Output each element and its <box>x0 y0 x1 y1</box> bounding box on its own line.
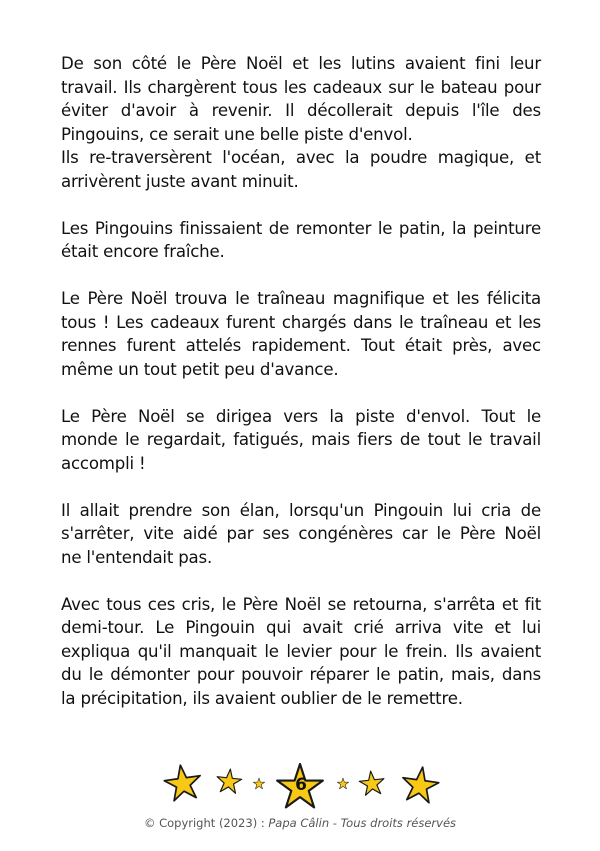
text-line: tous ! Les cadeaux furent chargés dans le traîneau et les <box>61 312 541 332</box>
text-line: Avec tous ces cris, le Père Noël se retourna, s'arrêta et fit <box>61 594 541 614</box>
copyright-author: Papa Câlin - Tous droits réservés <box>268 816 457 830</box>
text-line: demi-tour. Le Pingouin qui avait crié arriva vite et lui <box>61 618 541 637</box>
paragraph <box>61 593 541 711</box>
text-line: Le Père Noël se dirigea vers la piste d'envol. Tout le <box>61 406 541 426</box>
star-icon <box>400 765 441 804</box>
text-line: Les Pingouins finissaient de remonter le patin, la peinture <box>61 218 541 238</box>
text-line: ne l'entendait pas. <box>61 547 213 567</box>
paragraph <box>61 52 541 193</box>
text-line: Il allait prendre son élan, lorsqu'un Pingouin lui cria de <box>61 500 541 520</box>
paragraph <box>61 499 541 570</box>
page-number: 6 <box>295 775 307 795</box>
text-line: éviter d'avoir à revenir. Il décollerait depuis l'île des <box>61 101 541 120</box>
paragraph <box>61 217 541 264</box>
paragraph <box>61 287 541 381</box>
star-icon <box>358 770 385 796</box>
copyright-prefix: © Copyright (2023) : <box>143 816 269 830</box>
text-line: accompli ! <box>61 453 146 473</box>
star-icon <box>216 768 243 794</box>
text-line: arrivèrent juste avant minuit. <box>61 171 299 191</box>
text-line: monde le regardait, fatigués, mais fiers de tout le travail <box>61 430 541 449</box>
copyright-notice <box>0 816 600 830</box>
star-icon <box>337 778 348 789</box>
text-line: la précipitation, ils avaient oublier de le remettre. <box>61 688 463 708</box>
text-line: était encore fraîche. <box>61 242 225 261</box>
text-line: De son côté le Père Noël et les lutins avaient fini leur <box>61 54 541 73</box>
text-line: expliqua qu'il manquait le levier pour le frein. Ils avaient <box>61 641 541 661</box>
text-line: travail. Ils chargèrent tous les cadeaux sur le bateau pour <box>61 77 541 97</box>
text-line: rennes furent attelés rapidement. Tout était près, avec <box>61 336 541 355</box>
story-text <box>61 52 541 734</box>
paragraph <box>61 405 541 476</box>
text-line: du le démonter pour pouvoir réparer le patin, mais, dans <box>61 665 541 684</box>
text-line: Pingouins, ce serait une belle piste d'envol. <box>61 124 413 144</box>
text-line: s'arrêter, vite aidé par ses congénères car le Père Noël <box>61 524 541 543</box>
text-line: même un tout petit peu d'avance. <box>61 359 339 379</box>
star-icon <box>253 778 264 789</box>
text-line: Ils re-traversèrent l'océan, avec la poudre magique, et <box>61 148 541 167</box>
text-line: Le Père Noël trouva le traîneau magnifique et les félicita <box>61 289 541 308</box>
star-icon <box>162 763 203 802</box>
